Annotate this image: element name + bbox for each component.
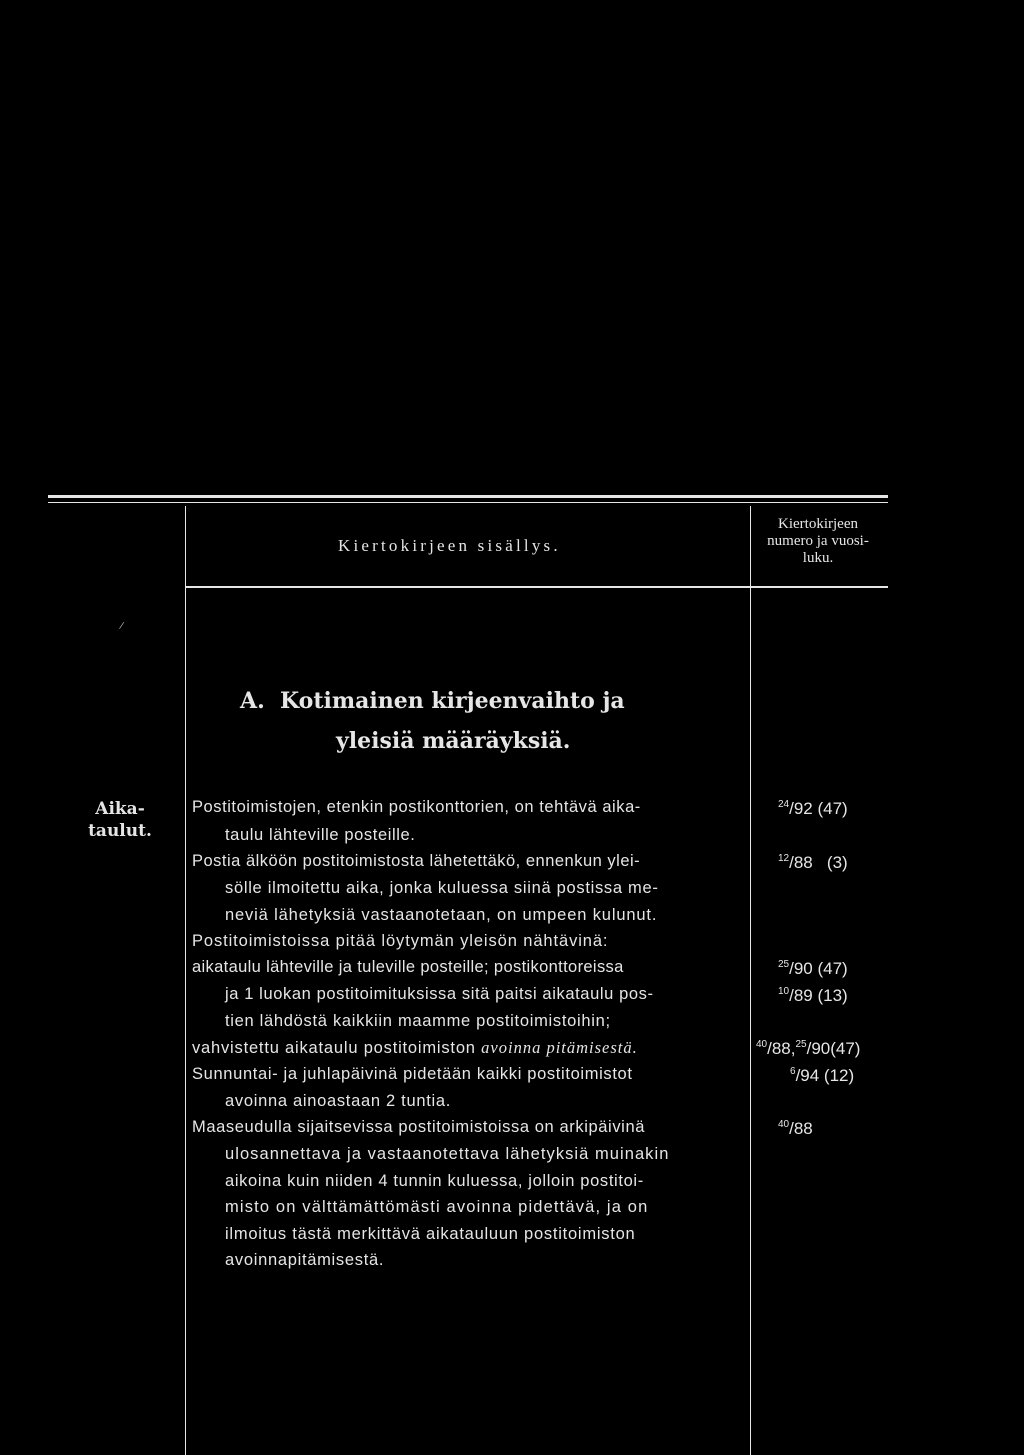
- section-heading-line1: A. Kotimainen kirjeenvaihto ja: [240, 688, 625, 714]
- left-column-line: [185, 506, 186, 1455]
- ref-2: $^{12}$/88 (3): [778, 853, 848, 872]
- top-rule-thick: [48, 495, 888, 498]
- margin-note-line1: Aika-: [95, 799, 145, 819]
- ref-5: $^{40}$/88,25/90(47): [756, 1039, 861, 1058]
- section-heading-line2: yleisiä määräyksiä.: [336, 728, 571, 754]
- body-line-17: ilmoitus tästä merkittävä aikatauluun postitoimiston: [225, 1225, 636, 1243]
- ref-1: $^{24}$/92 (47): [778, 799, 848, 818]
- body-line-14: ulosannettava ja vastaanotettava lähetyksiä muinakin: [225, 1145, 670, 1163]
- body-line-6: Postitoimistoissa pitää löytymän yleisön nähtävinä:: [192, 932, 609, 950]
- ref-4: $^{10}$/89 (13): [778, 986, 848, 1005]
- header-right-column: [756, 516, 880, 567]
- header-right-line3: luku.: [802, 550, 834, 566]
- header-right-line2: numero ja vuosi-: [767, 533, 869, 549]
- margin-note-line2: taulut.: [88, 821, 152, 841]
- body-line-1: Postitoimistojen, etenkin postikonttorien, on tehtävä aika-: [192, 798, 641, 816]
- ref-3: $^{25}$/90 (47): [778, 959, 848, 978]
- body-line-5: neviä lähetyksiä vastaanotetaan, on umpeen kulunut.: [225, 906, 658, 924]
- ref-6: $^6$/94 (12): [790, 1066, 855, 1085]
- header-rule: [185, 586, 888, 588]
- body-line-18: avoinnapitämisestä.: [225, 1251, 385, 1269]
- body-line-10-text: vahvistettu aikataulu postitoimiston: [192, 1039, 476, 1057]
- body-line-8: ja 1 luokan postitoimituksissa sitä paitsi aikataulu pos-: [225, 985, 654, 1003]
- body-line-12: avoinna ainoastaan 2 tuntia.: [225, 1092, 452, 1110]
- body-line-15: aikoina kuin niiden 4 tunnin kuluessa, jolloin postitoi-: [225, 1172, 644, 1190]
- header-title: Kiertokirjeen sisällys.: [338, 536, 561, 555]
- body-line-3: Postia älköön postitoimistosta lähetettäkö, ennenkun ylei-: [192, 852, 641, 870]
- margin-note: [70, 798, 170, 842]
- body-line-13: Maaseudulla sijaitsevissa postitoimistoissa on arkipäivinä: [192, 1118, 645, 1136]
- body-line-11: Sunnuntai- ja juhlapäivinä pidetään kaikki postitoimistot: [192, 1065, 633, 1083]
- body-line-16: misto on välttämättömästi avoinna pidettävä, ja on: [225, 1198, 649, 1216]
- stray-mark: /: [118, 619, 125, 633]
- right-column-line: [750, 506, 751, 1455]
- body-line-9-text: tien lähdöstä kaikkiin maamme postitoimistoihin: [225, 1012, 606, 1030]
- italic-phrase: avoinna pitämisestä.: [481, 1038, 638, 1057]
- ref-7: $^{40}$/88: [778, 1119, 813, 1138]
- body-line-7: aikataulu lähteville ja tuleville posteille; postikonttoreissa: [192, 958, 624, 976]
- body-line-10: [192, 1038, 638, 1058]
- body-line-9: [225, 1012, 611, 1031]
- header-right-line1: Kiertokirjeen: [778, 516, 858, 532]
- body-line-9-suffix: ;: [605, 1012, 611, 1030]
- top-rule-thin: [48, 502, 888, 503]
- body-line-2: taulu lähteville posteille.: [225, 826, 416, 844]
- body-line-4: sölle ilmoitettu aika, jonka kuluessa siinä postissa me-: [225, 879, 659, 897]
